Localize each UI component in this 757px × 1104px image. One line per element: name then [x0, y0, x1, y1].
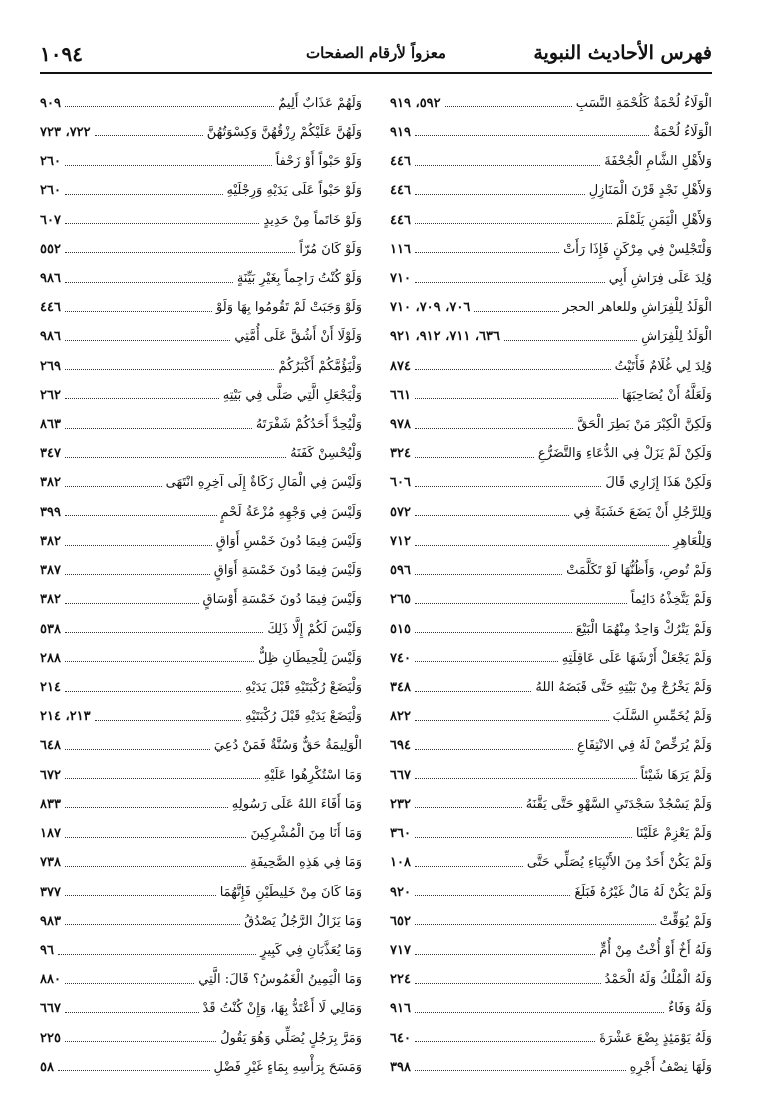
- index-entry: [390, 873, 712, 902]
- index-entry: [40, 844, 362, 873]
- page-reference: ٣٨٢: [40, 533, 61, 549]
- index-entry: [40, 464, 362, 493]
- page-reference: ٢٦٠: [40, 154, 61, 170]
- leader-dots: [65, 311, 212, 312]
- hadith-text: وَلْيَجْعَلِ الَّتِي صَلَّى فِي بَيْتِهِ: [222, 387, 362, 403]
- hadith-text: وَمَا أَنَا مِنَ الْمُشْرِكِينَ: [250, 826, 362, 842]
- leader-dots: [65, 106, 274, 107]
- leader-dots: [415, 866, 523, 867]
- page-reference: ٥٧٢: [390, 504, 411, 520]
- index-columns: [40, 84, 712, 1075]
- leader-dots: [504, 340, 637, 341]
- leader-dots: [65, 1041, 216, 1042]
- hadith-text: وَلَوْلَا أَنْ أَشُقَّ عَلَى أُمَّتِي: [234, 329, 362, 345]
- page-reference: ٦٠٦: [390, 475, 411, 491]
- hadith-text: الْوَلَدُ لِلْفِرَاشِ وللعاهر الحجر: [562, 300, 712, 316]
- index-entry: [40, 931, 362, 960]
- hadith-text: الْوَلَاءُ لُحْمَةٌ كَلُحْمَةِ النَّسَبِ: [575, 95, 712, 111]
- page-reference: ٢١٤: [40, 680, 61, 695]
- page-reference: ٧١٢: [390, 533, 411, 549]
- hadith-text: وَلَيْسَ فِي وَجْهِهِ مُزْعَةُ لَحْمٍ: [220, 504, 362, 520]
- index-entry: [390, 814, 712, 843]
- hadith-text: وَلَوْ وَجَبَتْ لَمْ تَقُومُوا بِهَا وَلَوْ: [216, 300, 362, 316]
- page-reference: ٦٩٤: [390, 738, 411, 754]
- index-entry: [40, 201, 362, 230]
- page-reference: ٦٣٦، ٧١١، ٩١٢، ٩٢١: [390, 329, 501, 345]
- leader-dots: [65, 603, 199, 604]
- hadith-text: وَلَمْ يَتَّخِذْهُ دَائِماً: [630, 592, 712, 608]
- page-header: [40, 42, 712, 74]
- page-reference: ٥٥٢: [40, 241, 61, 257]
- page-reference: ٦٦٧: [390, 767, 411, 783]
- leader-dots: [415, 807, 522, 808]
- page-reference: ٣٨٢: [40, 475, 61, 491]
- index-entry: [390, 961, 712, 990]
- leader-dots: [415, 778, 637, 779]
- leader-dots: [65, 340, 230, 341]
- index-entry: [40, 347, 362, 376]
- leader-dots: [415, 223, 612, 224]
- section-title: معزواً لأرقام الصفحات: [306, 44, 446, 62]
- page-reference: ٨٢٢: [390, 709, 411, 725]
- hadith-text: وَلَكِنْ لَمْ يَزَلْ فِي الدُّعَاءِ وَالتَّضَرُّعِ: [537, 446, 712, 462]
- page-reference: ٤٤٦: [390, 154, 411, 170]
- index-entry: [390, 142, 712, 171]
- leader-dots: [65, 895, 216, 896]
- leader-dots: [415, 398, 618, 399]
- hadith-text: وَلْيُحْسِنْ كَفَنَهُ: [290, 446, 362, 462]
- leader-dots: [65, 515, 217, 516]
- index-entry: [40, 493, 362, 522]
- hadith-text: وَمَا يَزَالُ الرَّجُلُ يَصْدُقُ: [244, 913, 362, 929]
- page-reference: ٨٨٠: [40, 972, 61, 988]
- hadith-text: وَلَهُمْ عَذَابٌ أَلِيمٌ: [278, 95, 362, 111]
- page-reference: ٨٦٣: [40, 417, 61, 433]
- hadith-text: وُلِدَ لِي غُلَامٌ فَأَتَيْتُ: [614, 358, 712, 374]
- leader-dots: [415, 282, 605, 283]
- leader-dots: [415, 369, 611, 370]
- page-reference: ١١٦: [390, 241, 411, 257]
- leader-dots: [65, 574, 210, 575]
- leader-dots: [415, 165, 600, 166]
- leader-dots: [415, 983, 601, 984]
- page-reference: ٩١٦: [390, 1001, 411, 1017]
- index-entry: [390, 785, 712, 814]
- hadith-text: وَلَوْ خَاتَماً مِنْ حَدِيدٍ: [263, 212, 362, 228]
- index-entry: [40, 902, 362, 931]
- page-reference: ٩٨٦: [40, 329, 61, 345]
- leader-dots: [65, 632, 263, 633]
- page-reference: ٤٤٦: [390, 212, 411, 228]
- index-entry: [390, 902, 712, 931]
- page-reference: ٢٦٢: [40, 387, 61, 403]
- index-entry: [390, 931, 712, 960]
- page-reference: ٧٤٠: [390, 650, 411, 666]
- index-entry: [40, 289, 362, 318]
- hadith-text: وَمَرَّ بِرَجُلٍ يُصَلِّي وَهُوَ يَقُولُ: [220, 1030, 362, 1046]
- leader-dots: [65, 837, 247, 838]
- leader-dots: [415, 924, 656, 925]
- page-number: ١٠٩٤: [40, 42, 83, 66]
- index-entry: [390, 405, 712, 434]
- leader-dots: [415, 515, 569, 516]
- leader-dots: [415, 749, 573, 750]
- page-reference: ٢٦٩: [40, 358, 61, 374]
- page-reference: ٢٢٥: [40, 1030, 61, 1046]
- index-entry: [390, 698, 712, 727]
- leader-dots: [415, 720, 609, 721]
- hadith-text: وَمَا اسْتُكْرِهُوا عَلَيْهِ: [263, 767, 362, 783]
- hadith-text: وَلْيُحِدَّ أَحَدُكُمْ شَفْرَتَهُ: [255, 417, 362, 433]
- index-entry: [40, 376, 362, 405]
- left-column: [40, 84, 362, 1075]
- hadith-text: وَلْيَضَعْ رُكْبَتَيْهِ قَبْلَ يَدَيْهِ: [245, 680, 362, 695]
- index-entry: [390, 113, 712, 142]
- right-entry-list: [390, 84, 712, 1077]
- page-reference: ٣٤٧: [40, 446, 61, 462]
- leader-dots: [65, 545, 212, 546]
- index-entry: [40, 172, 362, 201]
- index-entry: [40, 961, 362, 990]
- page-reference: ٦٠٧: [40, 212, 61, 228]
- leader-dots: [58, 954, 256, 955]
- leader-dots: [65, 807, 228, 808]
- index-entry: [390, 201, 712, 230]
- page-reference: ٦٦٧: [40, 1001, 61, 1017]
- index-entry: [390, 1048, 712, 1077]
- index-entry: [390, 289, 712, 318]
- leader-dots: [474, 311, 558, 312]
- hadith-text: وَلْيَضَعْ يَدَيْهِ قَبْلَ رُكْبَتَيْهِ: [245, 709, 362, 725]
- index-entry: [390, 639, 712, 668]
- page-reference: ٣٩٩: [40, 504, 61, 520]
- leader-dots: [65, 428, 252, 429]
- index-entry: [40, 259, 362, 288]
- index-entry: [390, 668, 712, 697]
- hadith-text: وَلِلْعَاهِرِ: [673, 533, 712, 549]
- leader-dots: [415, 1041, 595, 1042]
- index-entry: [40, 318, 362, 347]
- hadith-text: وُلِدَ عَلَى فِرَاشِ أَبِي: [608, 270, 712, 286]
- hadith-text: وَلَهَا نِصْفُ أَجْرِهِ: [629, 1059, 712, 1075]
- page-reference: ٤٤٦: [40, 300, 61, 316]
- leader-dots: [65, 369, 275, 370]
- page-reference: ٣٩٨: [390, 1059, 411, 1075]
- leader-dots: [415, 632, 572, 633]
- hadith-text: وَلأَهْلِ الْيَمَنِ يَلَمْلَمَ: [616, 212, 712, 228]
- hadith-text: الْوَلِيمَةُ حَقٌّ وَسُنَّةٌ فَمَنْ دُعِيَ: [213, 738, 362, 754]
- page-reference: ٣٨٧: [40, 563, 61, 579]
- index-entry: [40, 727, 362, 756]
- hadith-text: وَلأَهْلِ الشَّامِ الْجُحْفَةَ: [604, 154, 712, 170]
- leader-dots: [415, 428, 573, 429]
- index-entry: [40, 756, 362, 785]
- leader-dots: [65, 983, 194, 984]
- index-entry: [40, 639, 362, 668]
- page-reference: ٦٤٠: [390, 1030, 411, 1046]
- leader-dots: [415, 135, 649, 136]
- index-entry: [390, 230, 712, 259]
- leader-dots: [95, 720, 241, 721]
- leader-dots: [415, 545, 669, 546]
- leader-dots: [415, 194, 585, 195]
- leader-dots: [65, 398, 219, 399]
- index-entry: [390, 259, 712, 288]
- leader-dots: [65, 457, 286, 458]
- page-reference: ٣٤٨: [390, 680, 411, 695]
- hadith-text: وَلَيْسَ فِيمَا دُونَ خَمْسَةِ أَوْسَاقٍ: [202, 592, 362, 608]
- leader-dots: [65, 924, 240, 925]
- hadith-text: وَلَمْ يَجْعَلْ أَرْشَهَا عَلَى عَاقِلَتِهِ: [561, 650, 712, 666]
- page-reference: ٥٩٢، ٩١٩: [390, 95, 441, 111]
- page-reference: ٦٥٢: [390, 913, 411, 929]
- index-entry: [40, 668, 362, 697]
- index-entry: [40, 814, 362, 843]
- hadith-text: وَلَهُ أَخٌ أَوْ أُخْتٌ مِنْ أُمٍّ: [599, 942, 712, 958]
- leader-dots: [65, 282, 233, 283]
- hadith-text: وَمَسَحَ بِرَأْسِهِ بِمَاءٍ غَيْرِ فَضْلِ: [213, 1059, 362, 1075]
- hadith-text: الْوَلَاءُ لُحْمَةٌ: [653, 124, 712, 140]
- leader-dots: [65, 1012, 199, 1013]
- leader-dots: [65, 749, 210, 750]
- index-entry: [390, 172, 712, 201]
- page-reference: ٩٨٣: [40, 913, 61, 929]
- page-reference: ٨٣٣: [40, 796, 61, 812]
- page-reference: ٣٧٧: [40, 884, 61, 900]
- index-entry: [40, 142, 362, 171]
- hadith-text: وَلِلرَّجُلِ أَنْ يَضَعَ خَشَبَةً فِي: [573, 504, 712, 520]
- hadith-text: وَلْتَجْلِسْ فِي مِرْكَنٍ فَإِذَا رَأَتْ: [563, 241, 712, 257]
- index-entry: [40, 990, 362, 1019]
- hadith-text: وَلَوْ كُنْتُ رَاجِماً بِغَيْرِ بَيِّنَةٍ: [236, 270, 362, 286]
- index-entry: [40, 552, 362, 581]
- page-reference: ٧٢٢، ٧٢٣: [40, 124, 91, 140]
- index-entry: [390, 84, 712, 113]
- index-entry: [390, 727, 712, 756]
- index-entry: [390, 522, 712, 551]
- page-reference: ٥٨: [40, 1059, 54, 1075]
- hadith-text: وَلَمْ يَكُنْ لَهُ مَالٌ غَيْرُهُ فَبَلَغَ: [574, 884, 712, 900]
- page-reference: ٥٣٨: [40, 621, 61, 637]
- page-reference: ٩٨٦: [40, 270, 61, 286]
- page-reference: ٩٢٠: [390, 884, 411, 900]
- index-entry: [40, 581, 362, 610]
- left-entry-list: [40, 84, 362, 1077]
- page-reference: ٥٩٦: [390, 563, 411, 579]
- page-reference: ٧٣٨: [40, 855, 61, 871]
- index-entry: [390, 610, 712, 639]
- hadith-text: وَلَكِنْ هَذَا إِزَارِي قَالَ: [605, 475, 712, 491]
- page-reference: ٩٧٨: [390, 417, 411, 433]
- hadith-text: وَمَا فِي هَذِهِ الصَّحِيفَةِ: [250, 855, 362, 871]
- leader-dots: [65, 661, 254, 662]
- hadith-text: وَلَمْ يَرَهَا شَيْئاً: [640, 767, 712, 783]
- page-reference: ٨٧٤: [390, 358, 411, 374]
- page-reference: ٩١٩: [390, 124, 411, 140]
- leader-dots: [65, 866, 246, 867]
- hadith-text: وَلأَهْلِ نَجْدٍ قَرْنَ الْمَنَازِلِ: [588, 183, 712, 199]
- page-reference: ٣٢٤: [390, 446, 411, 462]
- page-reference: ٩٦: [40, 942, 54, 958]
- page-reference: ٦٤٨: [40, 738, 61, 754]
- hadith-text: وَلَمْ يَكُنْ أَحَدٌ مِنَ الأَنْبِيَاءِ يُصَلِّي حَتَّى: [526, 855, 712, 871]
- page-reference: ٣٨٢: [40, 592, 61, 608]
- index-entry: [40, 435, 362, 464]
- hadith-text: وَلَمْ يُخَمِّسِ السَّلَبَ: [612, 709, 712, 725]
- hadith-text: وَلَكِنَّ الْكِبْرَ مَنْ بَطِرَ الْحَقَّ: [577, 417, 712, 433]
- page-reference: ٢١٣، ٢١٤: [40, 709, 91, 725]
- hadith-text: وَلَمْ يَتْرُكْ وَاحِدٌ مِنْهُمَا الْبَيْعَ: [575, 621, 712, 637]
- page-reference: ٦٦١: [390, 387, 411, 403]
- hadith-text: وَلَوْ حَبْواً عَلَى يَدَيْهِ وَرِجْلَيْهِ: [226, 183, 362, 199]
- hadith-text: وَمَا أَفَاءَ اللهُ عَلَى رَسُولِهِ: [231, 796, 362, 812]
- page-reference: ٥١٥: [390, 621, 411, 637]
- index-entry: [390, 552, 712, 581]
- page-reference: ٢٦٠: [40, 183, 61, 199]
- index-entry: [390, 844, 712, 873]
- index-entry: [40, 785, 362, 814]
- hadith-text: وَلَمْ يُوَقِّتْ: [659, 913, 712, 929]
- leader-dots: [65, 486, 162, 487]
- leader-dots: [415, 1012, 664, 1013]
- page-reference: ٢٣٢: [390, 796, 411, 812]
- leader-dots: [415, 895, 570, 896]
- leader-dots: [65, 194, 223, 195]
- index-entry: [390, 990, 712, 1019]
- hadith-text: وَلَمْ يُرَخِّصْ لَهُ فِي الانْتِفَاعِ: [576, 738, 712, 754]
- page-reference: ٦٧٢: [40, 767, 61, 783]
- page-reference: ٧٠٦، ٧٠٩، ٧١٠: [390, 300, 471, 316]
- hadith-text: وَلَيْسَ فِيمَا دُونَ خَمْسَةِ أَوَاقٍ: [213, 563, 362, 579]
- leader-dots: [415, 661, 558, 662]
- index-entry: [390, 318, 712, 347]
- index-entry: [40, 873, 362, 902]
- hadith-text: وَلَهُ يَوْمَئِذٍ بِضْعَ عَشْرَةَ: [599, 1030, 712, 1046]
- leader-dots: [415, 486, 601, 487]
- hadith-text: وَلَمْ يَخْرُجْ مِنْ بَيْتِهِ حَتَّى قَبَضَهُ اللهُ: [535, 680, 712, 695]
- page-reference: ٣٦٠: [390, 826, 411, 842]
- leader-dots: [65, 165, 272, 166]
- index-entry: [390, 493, 712, 522]
- page-reference: ٧١٧: [390, 942, 411, 958]
- right-column: [390, 84, 712, 1075]
- leader-dots: [65, 252, 295, 253]
- hadith-text: وَلَيْسَ فِيمَا دُونَ خَمْسِ أَوَاقٍ: [215, 533, 362, 549]
- hadith-text: وَمَالِي لَا أَعْتَدُّ بِهَا، وَإِنْ كُنْتُ قَدْ: [202, 1001, 362, 1017]
- hadith-text: وَلَيْسَ لَكُمْ إِلَّا ذَلِكَ: [267, 621, 362, 637]
- leader-dots: [58, 1070, 210, 1071]
- index-entry: [390, 1019, 712, 1048]
- leader-dots: [415, 457, 534, 458]
- leader-dots: [445, 106, 572, 107]
- hadith-text: وَلَهُ الْمُلْكُ وَلَهُ الْحَمْدُ: [604, 972, 712, 988]
- leader-dots: [415, 574, 562, 575]
- index-entry: [40, 113, 362, 142]
- index-entry: [390, 581, 712, 610]
- hadith-text: وَلَهُ وَفَاءٌ: [668, 1001, 712, 1017]
- index-entry: [40, 1048, 362, 1077]
- page-reference: ١٠٨: [390, 855, 411, 871]
- book-title: فهرس الأحاديث النبوية: [533, 42, 712, 64]
- leader-dots: [65, 223, 259, 224]
- page-reference: ٢٨٨: [40, 650, 61, 666]
- index-entry: [390, 435, 712, 464]
- hadith-text: وَلَوْ كَانَ مُرّاً: [299, 241, 362, 257]
- hadith-text: وَمَا يُعَذَّبَانِ فِي كَبِيرٍ: [260, 942, 362, 958]
- hadith-text: وَمَا كَانَ مِنْ خَلِيطَيْنِ فَإِنَّهُمَا: [219, 884, 362, 900]
- page-reference: ٧١٠: [390, 270, 411, 286]
- leader-dots: [415, 603, 627, 604]
- hadith-text: الْوَلَدُ لِلْفِرَاشِ: [641, 329, 712, 345]
- leader-dots: [415, 954, 595, 955]
- index-entry: [40, 84, 362, 113]
- hadith-text: وَلَمْ يَعْزِمْ عَلَيْنَا: [635, 826, 712, 842]
- hadith-text: وَلَوْ حَبْواً أَوْ زَحْفاً: [275, 154, 362, 170]
- index-entry: [390, 464, 712, 493]
- index-entry: [40, 405, 362, 434]
- hadith-text: وَلَعَلَّهُ أَنْ يُصَاحِبَهَا: [622, 387, 712, 403]
- index-entry: [40, 230, 362, 259]
- page-reference: ٩٠٩: [40, 95, 61, 111]
- index-entry: [40, 1019, 362, 1048]
- hadith-text: وَلَيْسَ فِي الْمَالِ زَكَاةٌ إِلَى آخِرِهِ انْتَهَى: [165, 475, 362, 491]
- hadith-text: وَلَمْ يَسْجُدْ سَجْدَتَيِ السَّهْوِ حَتَّى يَقَّنَهُ: [525, 796, 712, 812]
- index-entry: [40, 610, 362, 639]
- index-entry: [40, 698, 362, 727]
- leader-dots: [65, 778, 260, 779]
- hadith-text: وَلَمْ تُوصِ، وَأَظُنُّهَا لَوْ تَكَلَّمَتْ: [566, 563, 712, 579]
- leader-dots: [65, 691, 241, 692]
- page-reference: ٤٤٦: [390, 183, 411, 199]
- index-entry: [40, 522, 362, 551]
- hadith-text: وَلْيَؤُمَّكُمْ أَكْبَرُكُمْ: [278, 358, 362, 374]
- index-entry: [390, 756, 712, 785]
- page-reference: ٢٦٥: [390, 592, 411, 608]
- leader-dots: [415, 1070, 626, 1071]
- leader-dots: [415, 837, 632, 838]
- leader-dots: [415, 252, 559, 253]
- index-entry: [390, 347, 712, 376]
- page-reference: ١٨٧: [40, 826, 61, 842]
- hadith-text: وَمَا الْيَمِينُ الْغَمُوسُ؟ قَالَ: الَّتِي: [198, 972, 362, 988]
- leader-dots: [95, 135, 203, 136]
- hadith-text: وَلَهُنَّ عَلَيْكُمْ رِزْقُهُنَّ وَكِسْوَتُهُنَّ: [206, 124, 362, 140]
- leader-dots: [415, 691, 531, 692]
- hadith-text: وَلَيْسَ لِلْحِيطَانِ ظِلٌّ: [258, 650, 362, 666]
- page-reference: ٢٢٤: [390, 972, 411, 988]
- index-entry: [390, 376, 712, 405]
